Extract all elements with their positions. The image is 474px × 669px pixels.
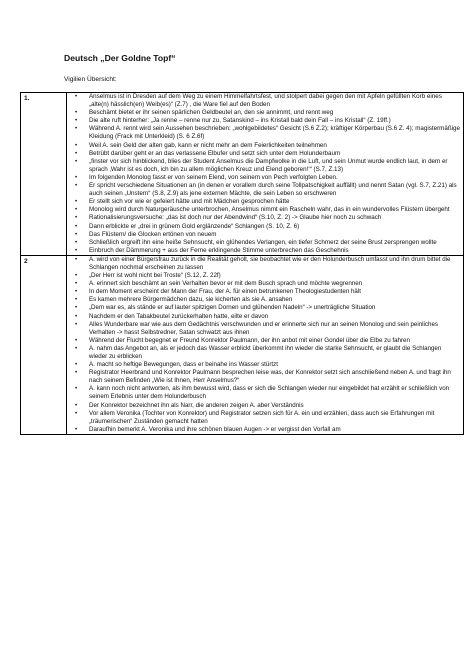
list-item: • A. wird von einer Bürgersfrau zurück in die Realität geholt, sie beobachtet wie er den Holunderbusch umfasst und ihn drum bittet die Schlangen nochmal erscheinen zu lassen: [89, 256, 461, 272]
list-item: • „Der Herr ist wohl nicht bei Troste“ (S.12, Z. 22f): [89, 272, 461, 280]
list-item: • „finster vor sich hinblickend, blies der Student Anselmus die Dampfwolke in die Luft, und sein Unmut wurde endlich laut, in dem er sprach ‚Wahr ist es doch, ich bin zu allem möglichen Kreuz und Elend geboren!‘“ (S.7, Z.13): [89, 158, 461, 174]
list-item: • Die alte ruft hinterher: „Ja renne – renne nur zu, Satanskind – ins Kristall bald dein Fall – ins Kristall“ (Z. 19ff.): [89, 117, 461, 125]
list-item: • Im folgenden Monolog fasst er von seinem Elend, von seinem von Pech verfolgten Leben.: [89, 174, 461, 182]
list-item: • Er spricht verschiedene Situationen an (in denen er vorallem durch seine Tollpatschigkeit auffällt) und nennt Satan (vgl. S.7, Z.21) als auch seinen „Unstern“ (S.8, Z.9) als jene externen Mächte, die sein Leben so erschweren: [89, 182, 461, 198]
list-item: • Vor allem Veronika (Tochter von Konrektor) und Registrator setzen sich für A. ein und erzählen, dass auch sie Erfahrungen mit „träumerischen“ Zuständen gemacht hatten: [89, 410, 461, 426]
list-item: • A. macht so heftige Bewegungen, dass er beinahe ins Wasser stürtzt: [89, 361, 461, 369]
list-item: • Anselmus ist in Dresden auf dem Weg zu einem Himmelfahrtsfest, und stolpert dabei gegen den mit Äpfeln gefüllten Korb eines „alte(n) hässlich(en) Weib(es)“ (Z.7) , die Ware fiel auf den Boden: [89, 93, 461, 109]
vigilien-table: [20, 92, 464, 435]
list-item: • Alles Wunderbare war wie aus dem Gedächtnis verschwunden und er erinnerte sich nur an seinen Monolog und sein peinliches Verhalten -> hasst Selbstredner, Satan schwatzt aus ihnen: [89, 321, 461, 337]
list-item: • Schließlich ergreift ihn eine heiße Sehnsucht, ein glühendes Verlangen, ein tiefer Schmerz der seine Brust zersprengen wollte: [89, 239, 461, 247]
list-item: • A. nahm das Angebot an, als er jedoch das Wasser erblickt überkommt ihn wieder die starke Sehnsucht, er glaubt die Schlangen wieder zu erblicken: [89, 345, 461, 361]
list-item: • Der Konrektor bezeichnet ihn als Narr, die anderen zeigen A. aber Verständnis: [89, 402, 461, 410]
list-item: • Rationalisierungsversuche: „das ist doch nur der Abendwind“ (S.10, Z. 2) -> Glaube hier noch zu schwach: [89, 214, 461, 222]
list-item: • Registrator Heerbrand und Konrektor Paulmann besprechen leise was, der Konrektor setzt sich anschließend neben A. und fragt ihn nach seinem Befinden „Wie ist Ihnen, Herr Anselmus?“: [89, 369, 461, 385]
table-row: [21, 255, 464, 434]
list-item: • Daraufhin bemerkt A. Veronika und ihre schönen blauen Augen -> er vergisst den Vorfall am: [89, 426, 461, 434]
list-item: • Während A. rennt wird sein Aussehen beschrieben: „wohlgebildetes“ Gesicht (S.6 Z.2); kräftiger Körperbau (S.6 Z. 4); magistermäßige Kleidung (Frack mit Unterkleid) (S. 6 Z.6f): [89, 125, 461, 141]
vigilie-summary: [67, 93, 464, 256]
list-item: • Nachdem er den Tabakbeutel zurückerhalten hatte, eilte er davon: [89, 313, 461, 321]
vigilie-summary: [67, 255, 464, 434]
list-item: • Dann erblickte er „drei in grünem Gold erglänzende“ Schlangen (S. 10, Z. 6): [89, 223, 461, 231]
vigilie-number: 1.: [21, 93, 67, 256]
list-item: • Während der Flucht begegnet er Freund Konrektor Paulmann, der ihn anbot mit einer Gondel über die Elbe zu fahren: [89, 337, 461, 345]
list-item: • Er stellt sich vor wie er gefeiert hätte und mit Mädchen gesprochen hätte: [89, 198, 461, 206]
list-item: • Weil A. sein Geld der alten gab, kann er nicht mehr an dem Feierlichkeiten teilnehmen: [89, 142, 461, 150]
list-item: • A. kann noch nicht antworten, als ihm bewusst wird, dass er sich die Schlangen wieder nur eingebildet hat erzählt er schließlich von seinem Erlebnis unter dem Holunderbusch: [89, 385, 461, 401]
table-row: [21, 93, 464, 256]
list-item: • Beschämt bietet er ihr seinen spärlichen Geldbeutel an, den sie annimmt, und rennt weg: [89, 109, 461, 117]
list-item: • Es kamen mehrere Bürgermädchen dazu, sie kicherten als sie A. ansahen: [89, 296, 461, 304]
vigilie-number: 2: [21, 255, 67, 434]
document-title: Deutsch „Der Goldne Topf“: [64, 53, 176, 63]
list-item: • Betrübt darüber geht er an das verlassene Elbufer und setzt sich unter dem Holunderbaum: [89, 150, 461, 158]
list-item: • A. erinnert sich beschämt an sein Verhalten bevor er mit dem Busch sprach und möchte wegrennen: [89, 280, 461, 288]
list-item: • In dem Moment erscheint der Mann der Frau, der A. für einen betrunkenen Theologiestudenten hält: [89, 288, 461, 296]
list-item: • Monolog wird durch Naturgeräusche unterbrochen, Anselmus nimmt ein Rascheln wahr, das in ein wundervolles Flüstern übergeht: [89, 206, 461, 214]
bullet-list: [67, 93, 461, 255]
list-item: • „Dem war es, als stände er auf lauter spitzigen Dornen und glühenden Nadeln“ -> unerträgliche Situation: [89, 304, 461, 312]
document-subtitle: Vigilien Übersicht:: [64, 76, 117, 83]
list-item: • Einbruch der Dämmerung + aus der Ferne erklingende Stimme unterbrechen das Geschehnis: [89, 247, 461, 255]
bullet-list: [67, 256, 461, 434]
list-item: • Das Flüstern/ die Glocken ertönen von neuem: [89, 231, 461, 239]
